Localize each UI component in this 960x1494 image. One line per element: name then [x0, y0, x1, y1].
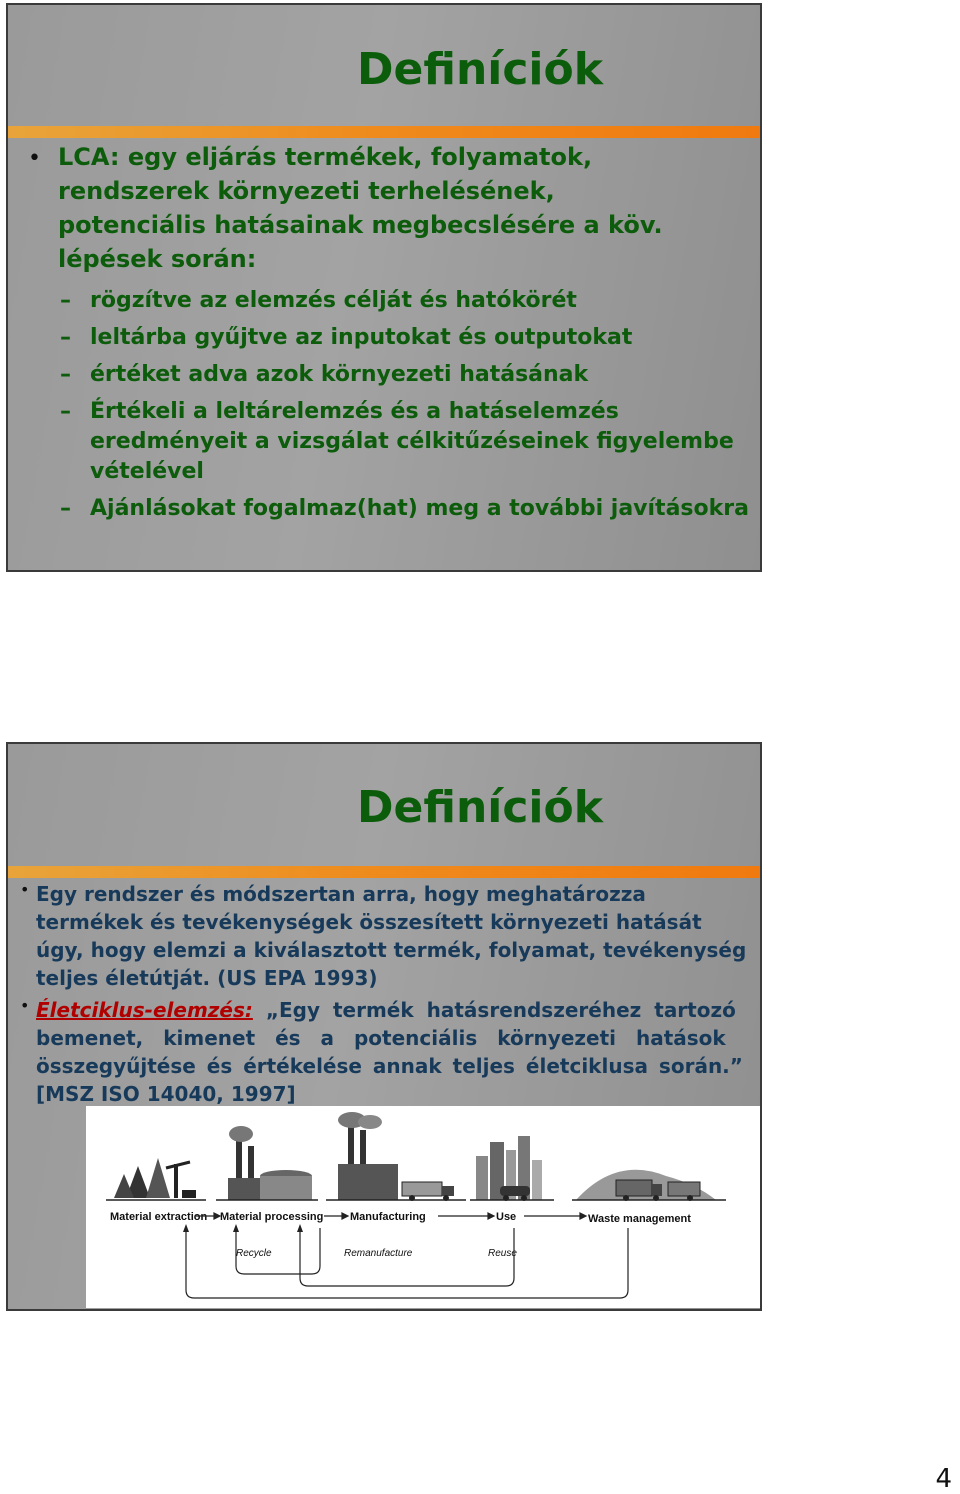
- slide2-title-rule: [8, 866, 760, 878]
- bullet2-term: Életciklus-elemzés:: [36, 998, 253, 1022]
- feedback-loops: [186, 1228, 628, 1298]
- stage-label: Material processing: [220, 1211, 324, 1223]
- slide1-bullet-line: rendszerek környezeti terhelésének,: [58, 177, 555, 205]
- stage-label: Waste management: [588, 1213, 691, 1225]
- slide1-main-bullet: [58, 140, 663, 276]
- bullet1-line: úgy, hogy elemzi a kiválasztott termék, folyamat, tevékenység: [36, 938, 747, 962]
- slide1-bullet-line: lépések során:: [58, 245, 257, 273]
- stage-label: Manufacturing: [350, 1211, 426, 1223]
- bullet1-line: teljes életútját. (US EPA 1993): [36, 966, 378, 990]
- bullet1-line: Egy rendszer és módszertan arra, hogy meghatározza: [36, 882, 646, 906]
- slide2-bullet-dot: •: [20, 880, 30, 899]
- material-extraction-icon: [106, 1158, 206, 1200]
- slide2-bullet-dot: •: [20, 996, 30, 1015]
- sub-item-text: rögzítve az elemzés célját és hatókörét: [90, 288, 577, 313]
- stage-label: Material extraction: [110, 1211, 208, 1223]
- slide1-sub-item: – értéket adva azok környezeti hatásának: [60, 362, 589, 387]
- bullet2-line: összegyűjtése és értékelése annak teljes életciklusa során.”: [36, 1054, 743, 1078]
- slide2-title: Definíciók: [356, 782, 604, 833]
- material-processing-icon: [216, 1126, 318, 1200]
- bullet2-first-line: [36, 996, 752, 1024]
- loop-label: Reuse: [488, 1248, 517, 1259]
- slide1-sub-item: – Ajánlásokat fogalmaz(hat) meg a további javításokra: [60, 496, 749, 521]
- sub-item-text: Értékeli a leltárelemzés és a hatáselemzés: [90, 399, 619, 424]
- bullet2-quote-start: „Egy termék hatásrendszeréhez tartozó: [252, 998, 736, 1022]
- bullet1-line: termékek és tevékenységek összesített környezeti hatását: [36, 910, 702, 934]
- sub-item-text: Ajánlásokat fogalmaz(hat) meg a további javításokra: [90, 496, 749, 521]
- slide2-bullet-1: [36, 880, 752, 992]
- page-number: 4: [935, 1464, 952, 1494]
- slide1-sub-item-cont: vételével: [90, 459, 204, 484]
- slide1-bullet-line: LCA: egy eljárás termékek, folyamatok,: [58, 143, 593, 171]
- slide1-title-rule: [8, 126, 760, 138]
- slide1-sub-item-cont: eredményeit a vizsgálat célkitűzéseinek figyelembe: [90, 429, 734, 454]
- sub-item-text: értéket adva azok környezeti hatásának: [90, 362, 589, 387]
- bullet2-line: [MSZ ISO 14040, 1997]: [36, 1082, 296, 1106]
- slide1-title: Definíciók: [356, 44, 604, 95]
- slide2-bullet-2: [36, 996, 752, 1108]
- loop-label: Remanufacture: [344, 1248, 413, 1259]
- slide1-sub-item: – leltárba gyűjtve az inputokat és outputokat: [60, 325, 633, 350]
- loop-label: Recycle: [236, 1248, 272, 1259]
- slide1-sub-item: – rögzítve az elemzés célját és hatókörét: [60, 288, 577, 313]
- slide1-sub-item: – Értékeli a leltárelemzés és a hatáselemzés: [60, 399, 619, 424]
- stage-label: Use: [496, 1211, 517, 1223]
- slide1-bullet-dot: •: [28, 146, 41, 171]
- waste-management-icon: [572, 1170, 726, 1201]
- bullet2-line: bemenet, kimenet és a potenciális környezeti hatások: [36, 1026, 726, 1050]
- life-cycle-diagram: [86, 1106, 760, 1308]
- manufacturing-icon: [326, 1112, 466, 1201]
- slide1-bullet-line: potenciális hatásainak megbecslésére a köv.: [58, 211, 663, 239]
- sub-item-text: leltárba gyűjtve az inputokat és outputokat: [90, 325, 633, 350]
- use-icon: [470, 1136, 554, 1201]
